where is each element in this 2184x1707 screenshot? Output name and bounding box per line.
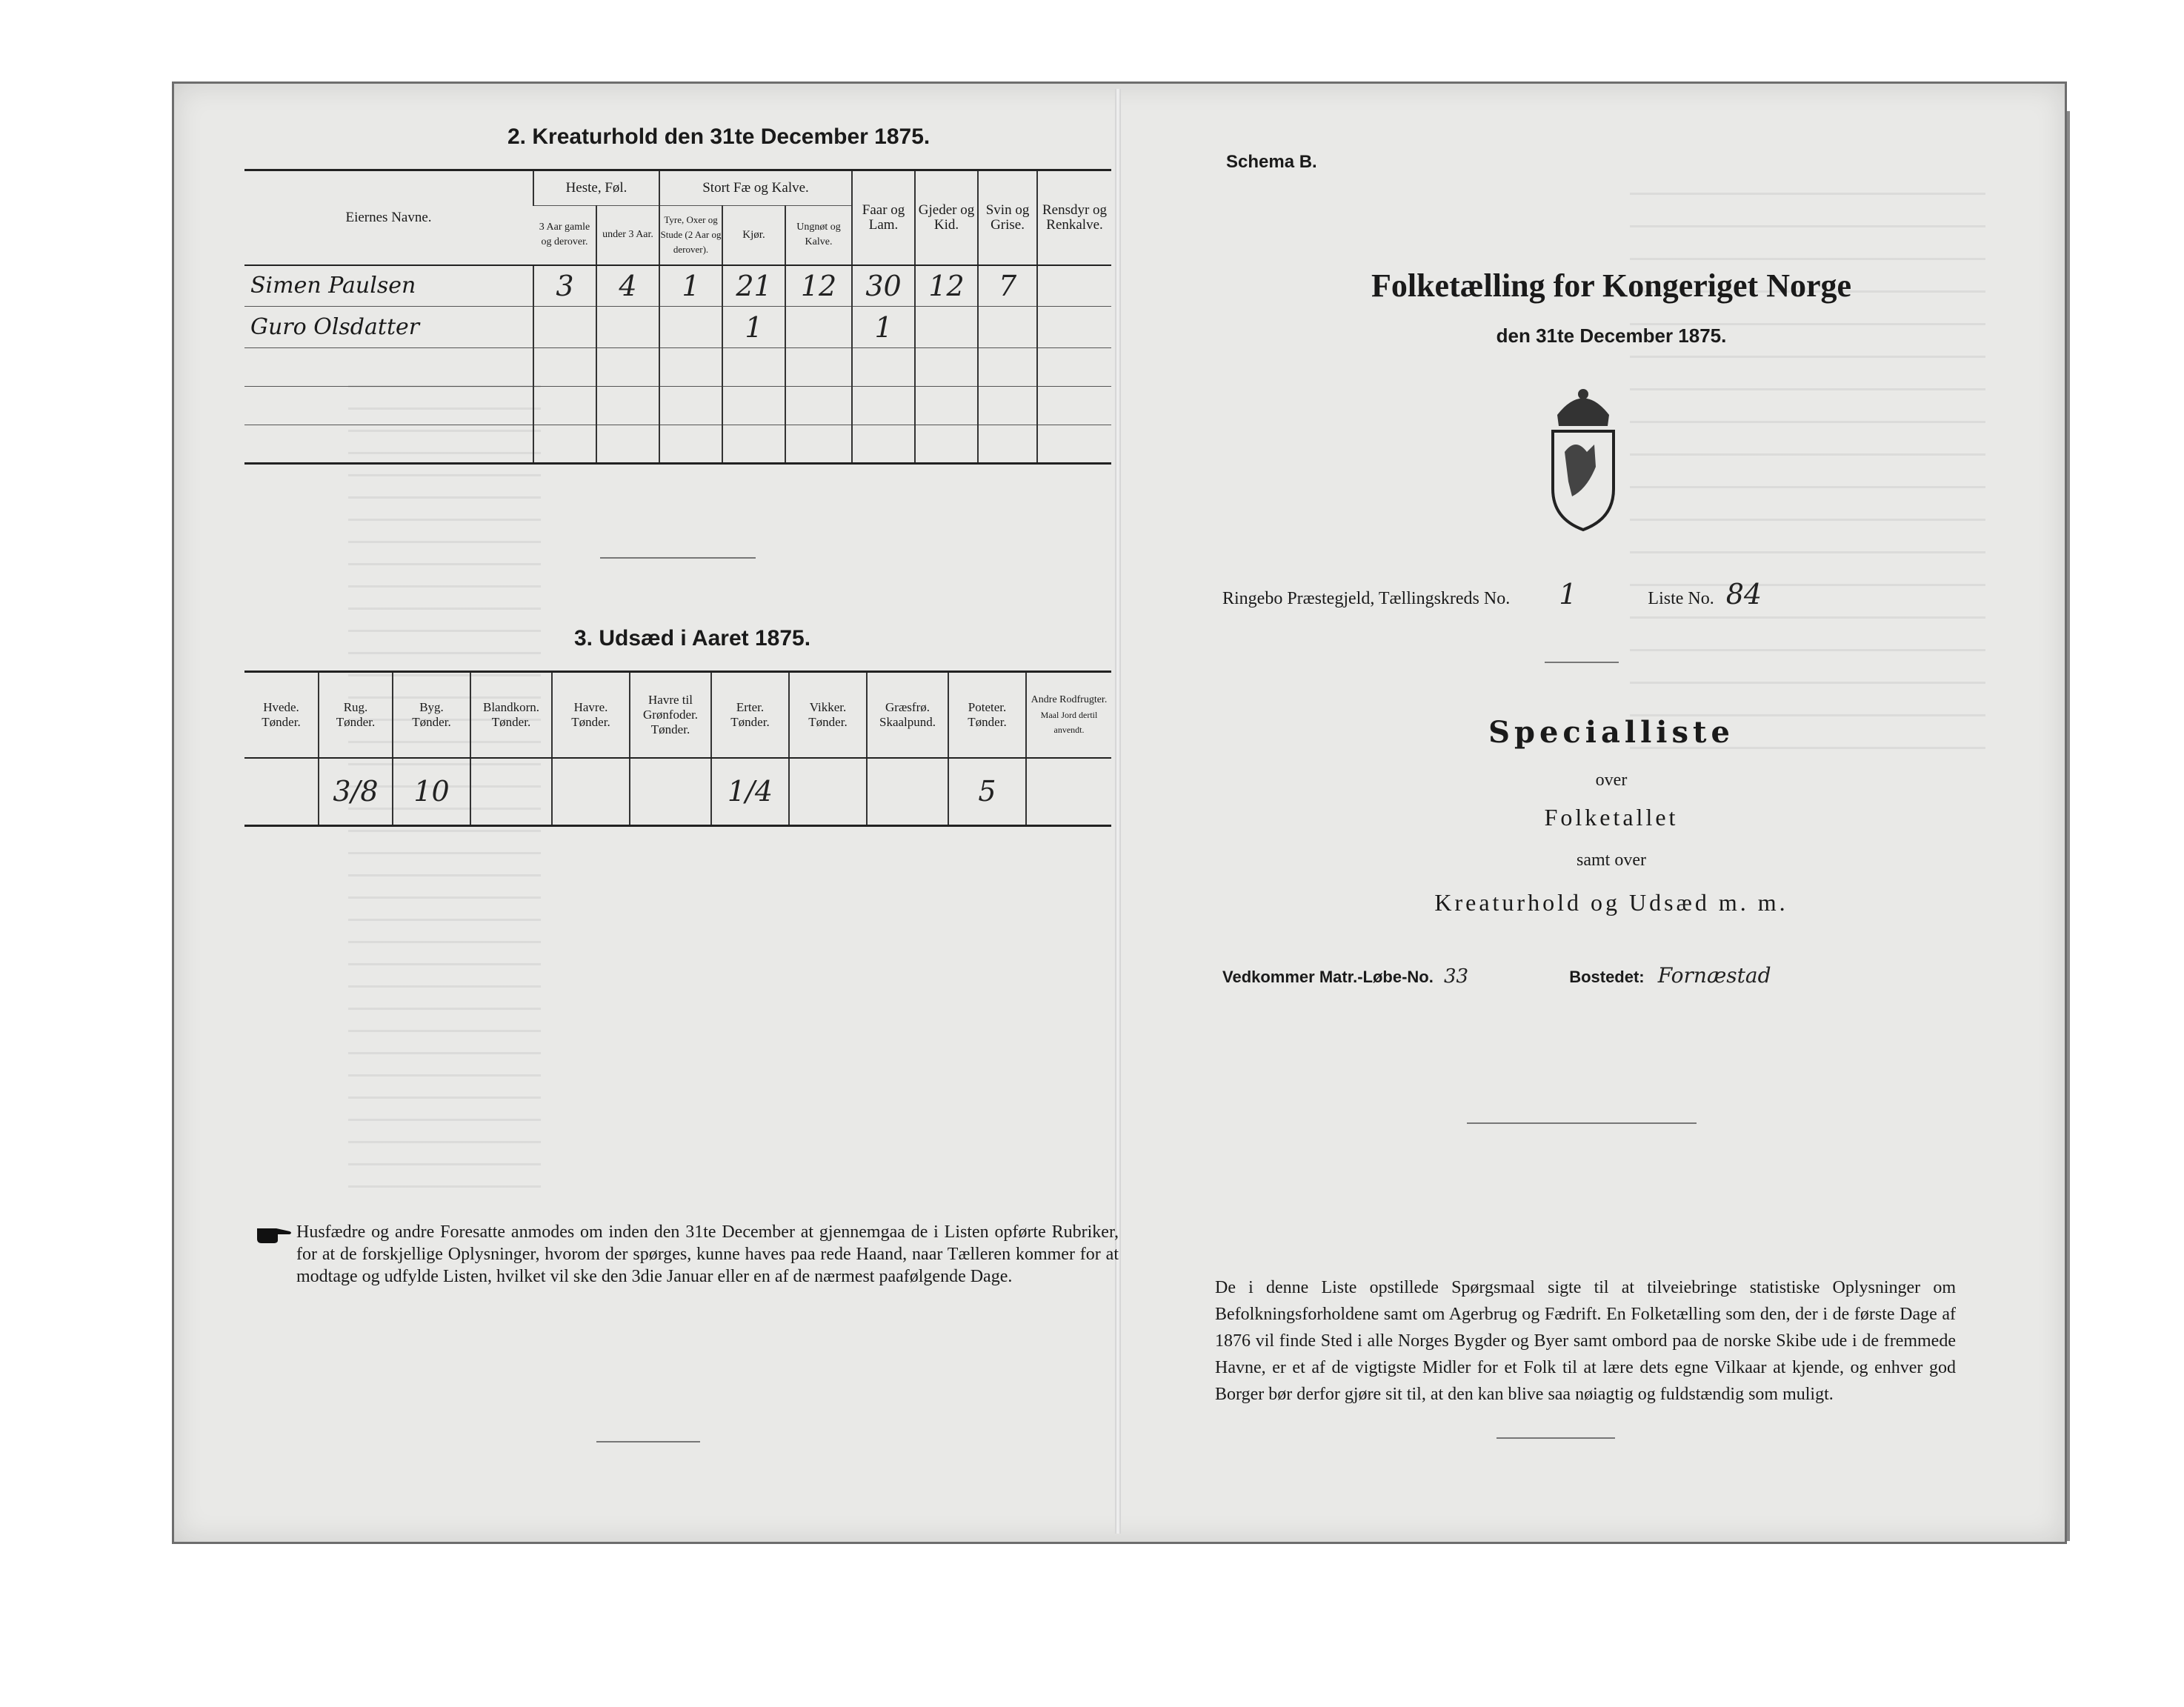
col-faar-header: Faar og Lam. [852, 170, 915, 265]
divider [596, 1441, 700, 1443]
liste-label: Liste No. [1648, 589, 1714, 608]
table-row [244, 265, 1111, 307]
crop-value [244, 758, 319, 826]
heste-adult-value: 3 [533, 265, 596, 307]
crop-label: Poteter. [968, 699, 1007, 714]
fae-tyre-value [659, 307, 722, 348]
census-date: den 31te December 1875. [1496, 325, 1727, 347]
bostedet-value: Fornæstad [1657, 963, 1771, 988]
crop-value [470, 758, 552, 826]
over-text: over [1595, 771, 1628, 790]
coat-of-arms-icon [1542, 385, 1624, 533]
crop-label: Vikker. [809, 699, 847, 714]
owner-name: Simen Paulsen [244, 265, 533, 307]
crop-unit: Tønder. [730, 714, 770, 729]
col-svin-header: Svin og Grise. [978, 170, 1037, 265]
samt-over-text: samt over [1577, 851, 1646, 870]
crop-header [1026, 672, 1111, 758]
rensdyr-value [1037, 265, 1111, 307]
table-row [244, 307, 1111, 348]
crop-value: 1/4 [711, 758, 789, 826]
crop-unit: Tønder. [491, 714, 531, 729]
table-row [244, 758, 1111, 826]
folketallet-text: Folketallet [1544, 804, 1679, 831]
district-label: Ringebo Præstegjeld, Tællingskreds No. [1222, 589, 1511, 608]
fae-tyre-value: 1 [659, 265, 722, 307]
crop-header [789, 672, 867, 758]
sub-fae-tyre: Tyre, Oxer og Stude (2 Aar og derover). [659, 206, 722, 265]
census-title: Folketælling for Kongeriget Norge [1371, 267, 1852, 304]
crop-label: Græsfrø. [885, 699, 930, 714]
crop-label: Havre til Grønfoder. [642, 692, 699, 722]
page-fold [1115, 89, 1121, 1534]
divider [600, 557, 756, 559]
sub-fae-kjor: Kjør. [722, 206, 785, 265]
divider [1467, 1122, 1697, 1124]
crop-value [789, 758, 867, 826]
faar-value: 30 [852, 265, 915, 307]
specialliste-title: Specialliste [1488, 715, 1734, 750]
col-gjeder-header: Gjeder og Kid. [915, 170, 978, 265]
explanatory-paragraph: De i denne Liste opstillede Spørgsmaal sigte til at tilveiebringe statistiske Oplysninger om Befolkningsforholdene samt om Agerbrug og Fædrift. En Folketælling som den, der i de første Dage af 1876 vil finde Sted i alle Norges Bygder og Byer samt ombord paa de norske Skibe ude i de fremmede Havne, er et af de vigtigste Midler for et Folk til at lære dets egne Vilkaar at kjende, og enhver god Borger bør derfor gjøre sit til, at den kan blive saa nøiagtig og fuldstændig som muligt. [1215, 1278, 1956, 1404]
crop-unit: Tønder. [968, 714, 1007, 729]
crop-header [948, 672, 1026, 758]
fae-kjor-value: 21 [722, 265, 785, 307]
crop-header [393, 672, 470, 758]
sub-heste-young: under 3 Aar. [596, 206, 659, 265]
crop-label: Byg. [419, 699, 444, 714]
schema-label: Schema B. [1226, 152, 1317, 172]
crop-header [711, 672, 789, 758]
crop-label: Rug. [343, 699, 368, 714]
crop-header [244, 672, 319, 758]
district-number: 1 [1559, 578, 1577, 610]
livestock-table [244, 169, 1111, 465]
sheet-edge [2037, 111, 2070, 1541]
district-line [1222, 578, 1963, 610]
owner-name: Guro Olsdatter [244, 307, 533, 348]
crop-label: Erter. [736, 699, 765, 714]
col-heste-header: Heste, Føl. [533, 170, 659, 206]
crop-value: 10 [393, 758, 470, 826]
liste-number: 84 [1725, 578, 1762, 610]
col-owner-header: Eiernes Navne. [244, 170, 533, 265]
kreaturhold-text: Kreaturhold og Udsæd m. m. [1434, 889, 1788, 916]
crop-value: 5 [948, 758, 1026, 826]
vedkommer-label: Vedkommer Matr.-Løbe-No. [1222, 968, 1434, 986]
faar-value: 1 [852, 307, 915, 348]
col-rensdyr-header: Rensdyr og Renkalve. [1037, 170, 1111, 265]
crop-label: Havre. [573, 699, 608, 714]
gjeder-value: 12 [915, 265, 978, 307]
crop-value [552, 758, 630, 826]
section-3-title: 3. Udsæd i Aaret 1875. [574, 626, 811, 650]
heste-young-value: 4 [596, 265, 659, 307]
crop-value: 3/8 [319, 758, 393, 826]
crop-header [552, 672, 630, 758]
bostedet-label: Bostedet: [1569, 968, 1645, 986]
crop-unit: Tønder. [650, 722, 690, 736]
heste-adult-value [533, 307, 596, 348]
divider [1496, 1437, 1615, 1439]
crop-unit: Tønder. [571, 714, 610, 729]
vedkommer-value: 33 [1443, 965, 1469, 988]
pointing-hand-icon [256, 1222, 293, 1245]
divider [1545, 662, 1619, 663]
crop-unit: Tønder. [336, 714, 376, 729]
gjeder-value [915, 307, 978, 348]
crop-header [470, 672, 552, 758]
crops-table [244, 671, 1111, 827]
svin-value [978, 307, 1037, 348]
heste-young-value [596, 307, 659, 348]
crop-unit: Tønder. [412, 714, 451, 729]
crop-value [867, 758, 948, 826]
rensdyr-value [1037, 307, 1111, 348]
fae-kjor-value: 1 [722, 307, 785, 348]
table-row [244, 348, 1111, 387]
table-row [244, 387, 1111, 425]
notice-text: Husfædre og andre Foresatte anmodes om inden den 31te December at gjennemgaa de i Listen opførte Rubriker, for at de forskjellige Oplysninger, hvorom der spørges, kunne haves paa rede Haand, naar Tælleren kommer for at modtage og udfylde Listen, hvilket vil ske den 3die Januar eller en af de nærmest paafølgende Dage. [296, 1222, 1119, 1286]
crop-unit: Skaalpund. [879, 714, 936, 729]
table-row [244, 425, 1111, 464]
crop-label: Blandkorn. [482, 699, 540, 714]
section-2-title: 2. Kreaturhold den 31te December 1875. [507, 124, 930, 149]
crop-header [630, 672, 711, 758]
crop-unit: Tønder. [262, 714, 301, 729]
crop-label: Andre Rodfrugter. [1031, 693, 1108, 705]
crop-header [319, 672, 393, 758]
fae-ungnot-value: 12 [785, 265, 852, 307]
crop-unit: Tønder. [808, 714, 848, 729]
crop-label: Hvede. [263, 699, 299, 714]
sub-heste-adult: 3 Aar gamle og derover. [533, 206, 596, 265]
crop-header [867, 672, 948, 758]
crop-unit: Maal Jord dertil anvendt. [1040, 709, 1098, 735]
col-stortfae-header: Stort Fæ og Kalve. [659, 170, 852, 206]
crop-value [1026, 758, 1111, 826]
vedkommer-line [1222, 963, 1963, 988]
crop-value [630, 758, 711, 826]
sub-fae-ungnot: Ungnøt og Kalve. [785, 206, 852, 265]
fae-ungnot-value [785, 307, 852, 348]
svin-value: 7 [978, 265, 1037, 307]
